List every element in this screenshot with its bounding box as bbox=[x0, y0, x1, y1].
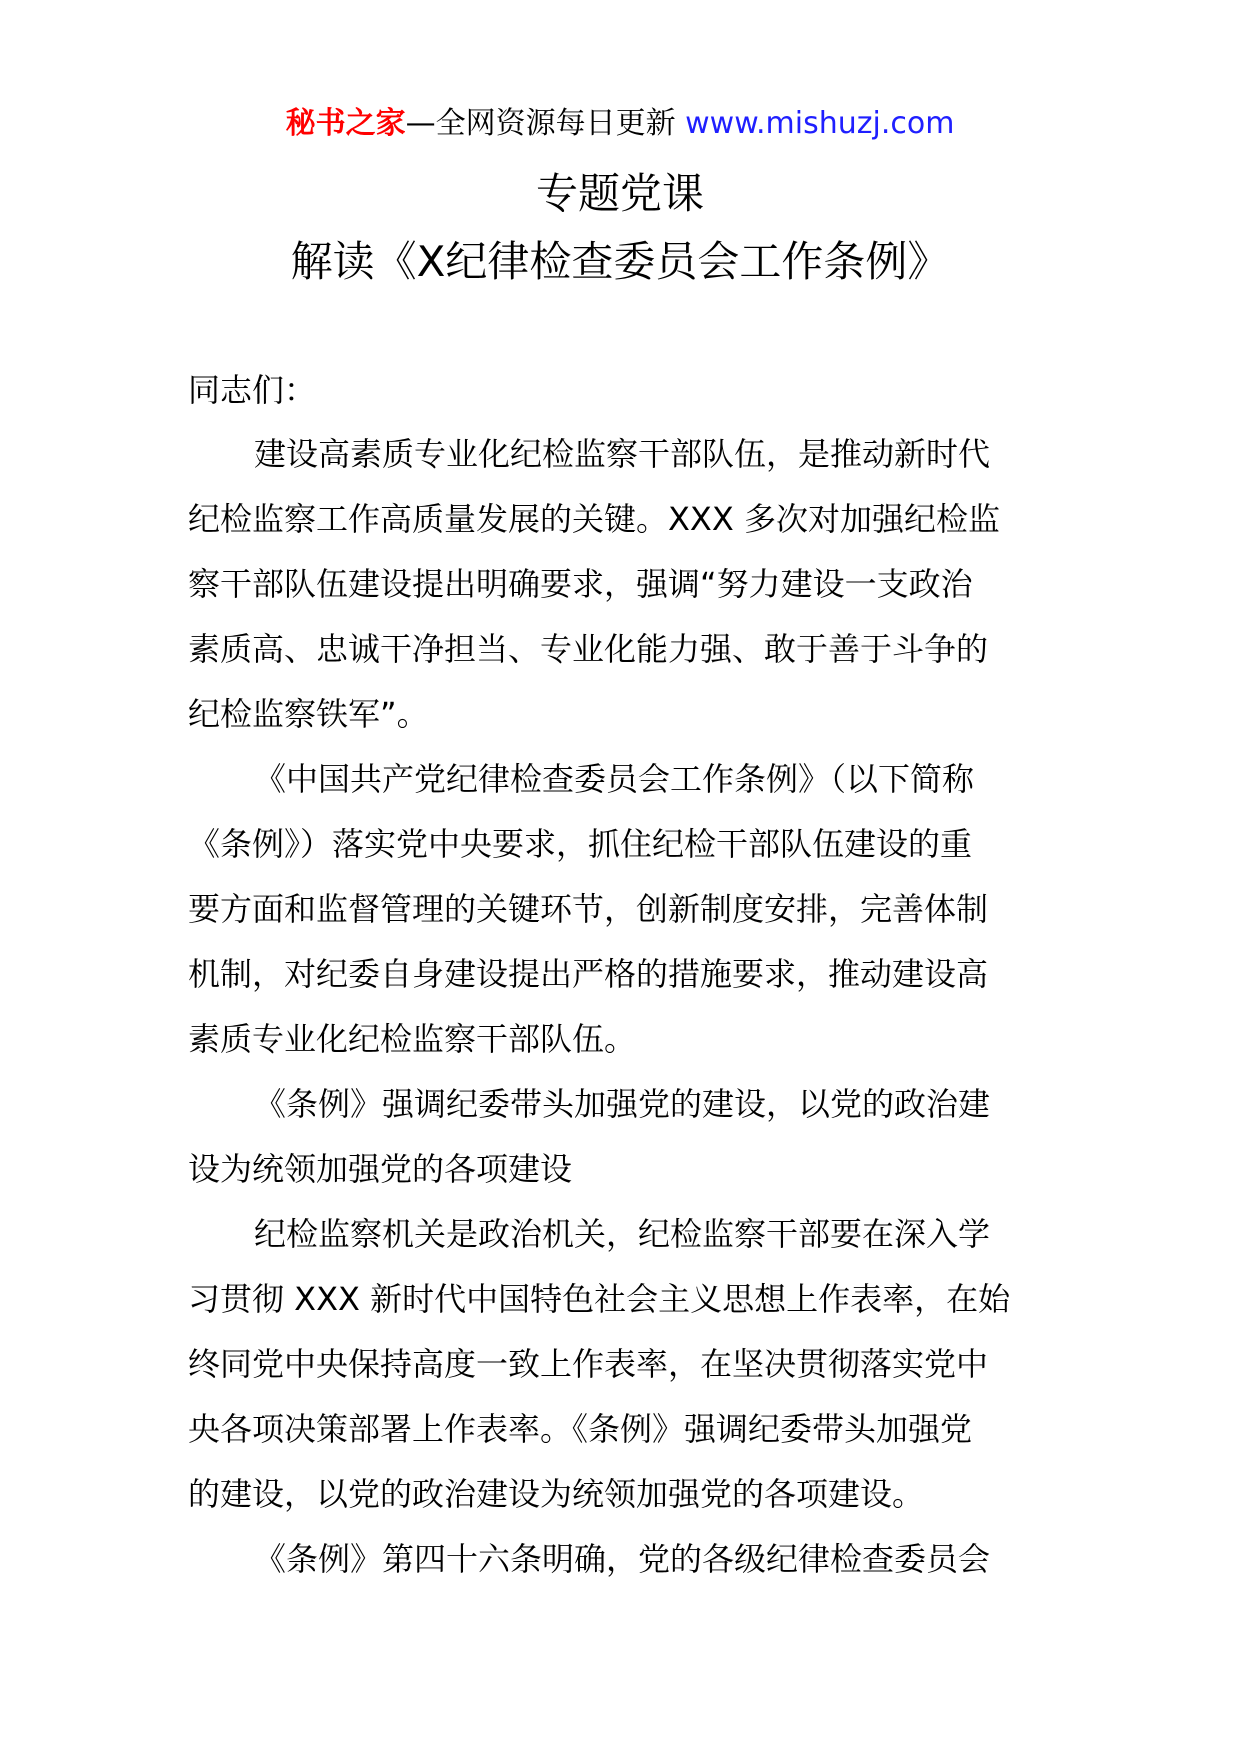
text-line: 设为统领加强党的各项建设 bbox=[188, 1150, 573, 1188]
site-url-link[interactable]: www.mishuzj.com bbox=[685, 106, 955, 141]
text-line: 要方面和监督管理的关键环节，创新制度安排，完善体制 bbox=[188, 890, 989, 928]
text-line: 纪检监察铁军”。 bbox=[188, 695, 429, 733]
site-header bbox=[0, 104, 1240, 144]
text-line: 《条例》强调纪委带头加强党的建设，以党的政治建 bbox=[254, 1085, 991, 1123]
text-line: 央各项决策部署上作表率。《条例》强调纪委带头加强党 bbox=[188, 1410, 973, 1448]
text-line: 察干部队伍建设提出明确要求，强调“努力建设一支政治 bbox=[188, 565, 973, 603]
document-body bbox=[188, 358, 1056, 1592]
paragraph-3 bbox=[188, 1072, 1056, 1202]
text-line: 的建设，以党的政治建设为统领加强党的各项建设。 bbox=[188, 1475, 925, 1513]
paragraph-2 bbox=[188, 747, 1056, 1072]
document-subtitle: 解读《X纪律检查委员会工作条例》 bbox=[290, 237, 950, 286]
text-line: 《条例》第四十六条明确，党的各级纪律检查委员会 bbox=[254, 1540, 991, 1578]
text-line: 纪检监察机关是政治机关，纪检监察干部要在深入学 bbox=[254, 1215, 991, 1253]
paragraph-5 bbox=[188, 1527, 1056, 1592]
text-line: 终同党中央保持高度一致上作表率，在坚决贯彻落实党中 bbox=[188, 1345, 989, 1383]
document-title: 专题党课 bbox=[535, 169, 704, 218]
text-line: 习贯彻 XXX 新时代中国特色社会主义思想上作表率，在始 bbox=[188, 1280, 1011, 1318]
text-line: 《条例》）落实党中央要求，抓住纪检干部队伍建设的重 bbox=[188, 825, 973, 863]
site-brand: 秘书之家 bbox=[285, 106, 406, 141]
text-line: 机制，对纪委自身建设提出严格的措施要求，推动建设高 bbox=[188, 955, 989, 993]
text-line: 纪检监察工作高质量发展的关键。XXX 多次对加强纪检监 bbox=[188, 500, 1000, 538]
text-line: 素质专业化纪检监察干部队伍。 bbox=[188, 1020, 637, 1058]
text-line: 素质高、忠诚干净担当、专业化能力强、敢于善于斗争的 bbox=[188, 630, 989, 668]
paragraph-4 bbox=[188, 1202, 1056, 1527]
site-slogan: —全网资源每日更新 bbox=[405, 106, 676, 141]
text-line: 建设高素质专业化纪检监察干部队伍，是推动新时代 bbox=[254, 435, 991, 473]
paragraph-1 bbox=[188, 422, 1056, 747]
text-line: 《中国共产党纪律检查委员会工作条例》（以下简称 bbox=[254, 760, 975, 798]
salutation: 同志们： bbox=[188, 371, 317, 409]
